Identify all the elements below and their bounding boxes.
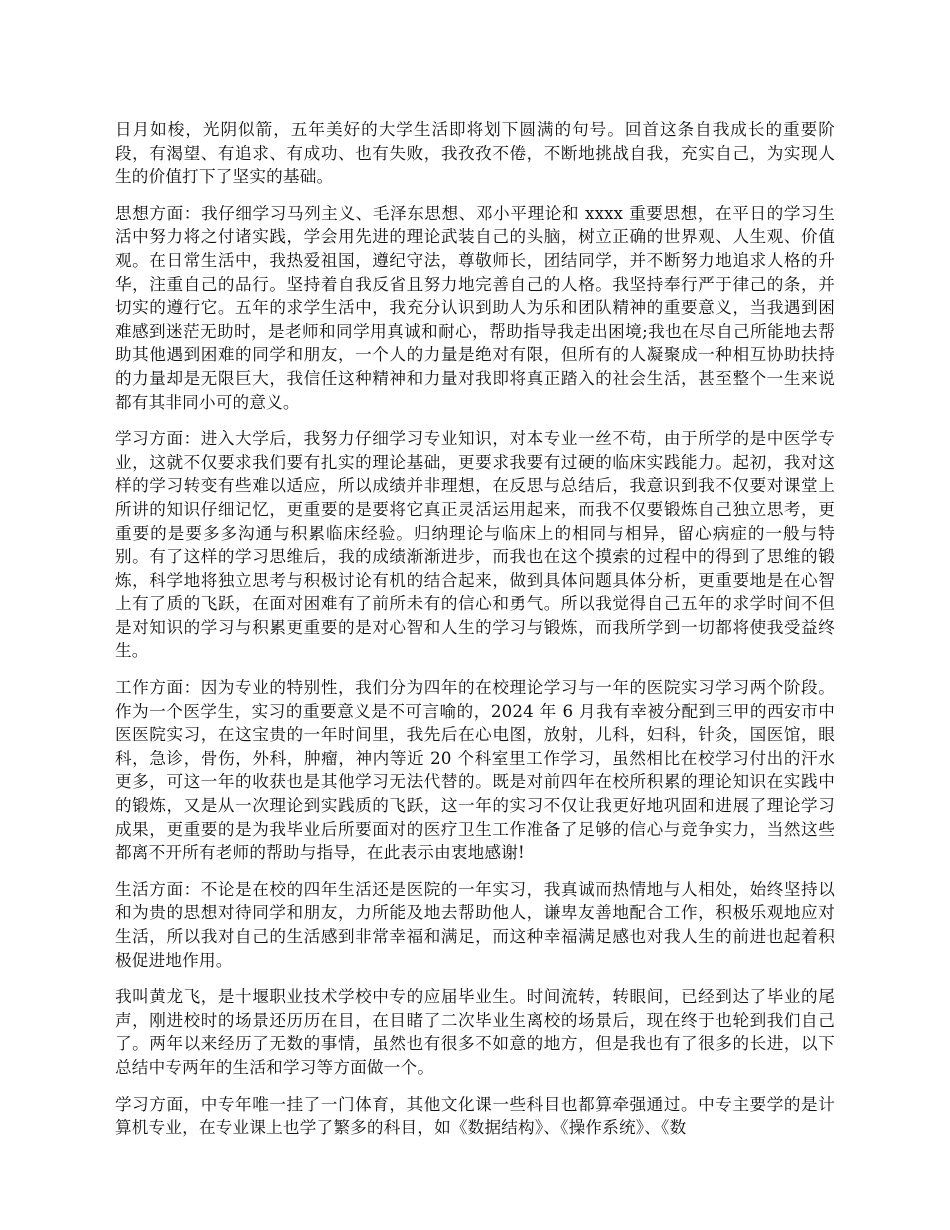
paragraph-ideology: 思想方面：我仔细学习马列主义、毛泽东思想、邓小平理论和 xxxx 重要思想，在平日的学习生活中努力将之付诸实践，学会用先进的理论武装自己的头脑，树立正确的世界观、人生观、价值观。在日常生活中，我热爱祖国，遵纪守法，尊敬师长，团结同学，并不断努力地追求人格的升华，注重自己的品行。坚持着自我反省且努力地完善自己的人格。我坚持奉行严于律己的条，并切实的遵行它。五年的求学生活中，我充分认识到助人为乐和团队精神的重要意义，当我遇到困难感到迷茫无助时，是老师和同学用真诚和耐心，帮助指导我走出困境;我也在尽自己所能地去帮助其他遇到困难的同学和朋友，一个人的力量是绝对有限，但所有的人凝聚成一种相互协助扶持的力量却是无限巨大，我信任这种精神和力量对我即将真正踏入的社会生活，甚至整个一生来说都有其非同小可的意义。: [115, 203, 835, 412]
paragraph-work: 工作方面：因为专业的特别性，我们分为四年的在校理论学习与一年的医院实习学习两个阶段。作为一个医学生，实习的重要意义是不可言喻的，2024 年 6 月我有幸被分配到三甲的西安市中医医院实习，在这宝贵的一年时间里，我先后在心电图，放射，儿科，妇科，针灸，国医馆，眼科，急诊，骨伤，外科，肿瘤，神内等近 20 个科室里工作学习，虽然相比在校学习付出的汗水更多，可这一年的收获也是其他学习无法代替的。既是对前四年在校所积累的理论知识在实践中的锻炼，又是从一次理论到实践质的飞跃，这一年的实习不仅让我更好地巩固和进展了理论学习成果，更重要的是为我毕业后所要面对的医疗卫生工作准备了足够的信心与竞争实力，当然这些都离不开所有老师的帮助与指导，在此表示由衷地感谢!: [115, 678, 835, 863]
paragraph-intro: 日月如梭，光阴似箭，五年美好的大学生活即将划下圆满的句号。回首这条自我成长的重要阶段，有渴望、有追求、有成功、也有失败，我孜孜不倦，不断地挑战自我，充实自己，为实现人生的价值打下了坚实的基础。: [115, 120, 835, 187]
paragraph-life: 生活方面：不论是在校的四年生活还是医院的一年实习，我真诚而热情地与人相处，始终坚持以和为贵的思想对待同学和朋友，力所能及地去帮助他人，谦卑友善地配合工作，积极乐观地应对生活，所以我对自己的生活感到非常幸福和满足，而这种幸福满足感也对我人生的前进也起着积极促进地作用。: [115, 879, 835, 970]
paragraph-self-intro: 我叫黄龙飞，是十堰职业技术学校中专的应届毕业生。时间流转，转眼间，已经到达了毕业的尾声，刚进校时的场景还历历在目，在目睹了二次毕业生离校的场景后，现在终于也轮到我们自己了。两年以来经历了无数的事情，虽然也有很多不如意的地方，但是我也有了很多的长进，以下总结中专两年的生活和学习等方面做一个。: [115, 987, 835, 1077]
paragraph-secondary-study: 学习方面，中专年唯一挂了一门体育，其他文化课一些科目也都算牵强通过。中专主要学的是计算机专业，在专业课上也学了繁多的科目，如《数据结构》、《操作系统》、《数: [115, 1094, 835, 1138]
paragraph-study: 学习方面：进入大学后，我努力仔细学习专业知识，对本专业一丝不苟，由于所学的是中医学专业，这就不仅要求我们要有扎实的理论基础，更要求我要有过硬的临床实践能力。起初，我对这样的学习转变有些难以适应，所以成绩并非理想，在反思与总结后，我意识到我不仅要对课堂上所讲的知识仔细记忆，更重要的是要将它真正灵活运用起来，而我不仅要锻炼自己独立思考，更重要的是要多多沟通与积累临床经验。归纳理论与临床上的相同与相异，留心病症的一般与特别。有了这样的学习思维后，我的成绩渐渐进步，而我也在这个摸索的过程中的得到了思维的锻炼，科学地将独立思考与积极讨论有机的结合起来，做到具体问题具体分析，更重要地是在心智上有了质的飞跃，在面对困难有了前所未有的信心和勇气。所以我觉得自己五年的求学时间不但是对知识的学习与积累更重要的是对心智和人生的学习与锻炼，而我所学到一切都将使我受益终生。: [115, 429, 835, 661]
document-body: [115, 118, 835, 1153]
